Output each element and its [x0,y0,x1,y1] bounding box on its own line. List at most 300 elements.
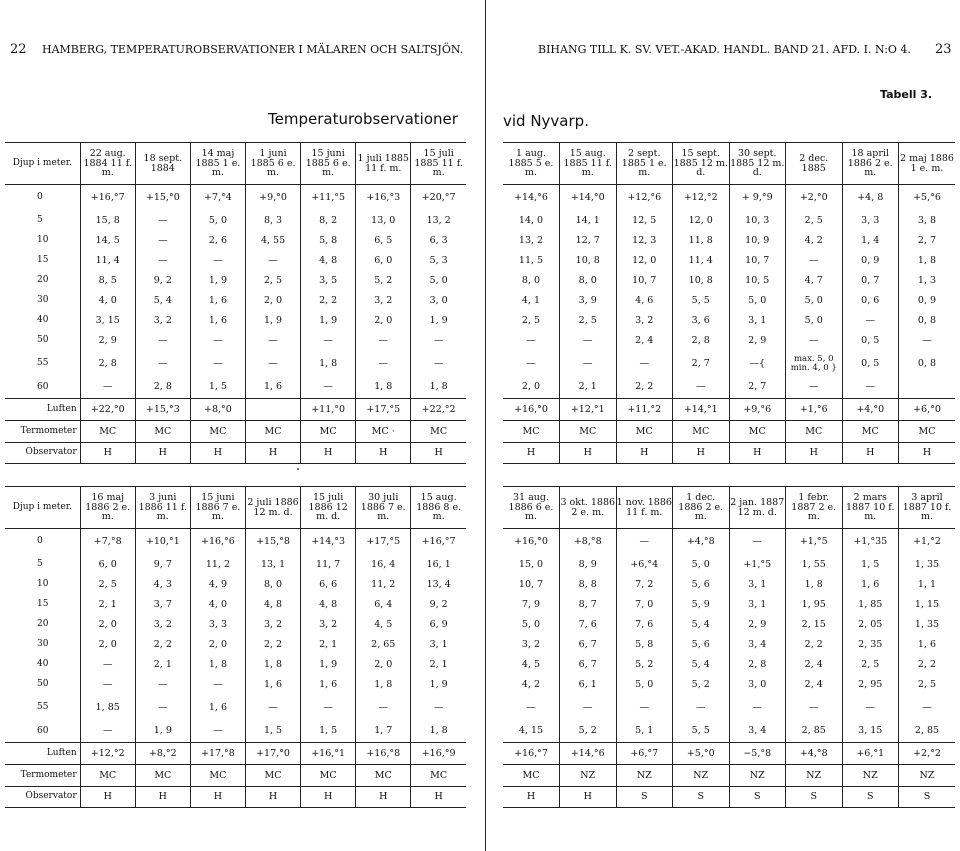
table-cell: 3, 1 [429,638,448,650]
table-cell: 12, 5 [616,211,673,231]
table-cell: +4,°8 [786,743,843,765]
table-row [503,635,955,655]
table-cell: 4, 2 [503,675,560,695]
table-cell: 7, 6 [560,615,617,635]
table-cell: 13, 4 [426,578,451,590]
table-cell: 5, 0 [616,675,673,695]
table-cell: 8, 8 [560,575,617,595]
table-cell: S [673,787,730,808]
table-cell: +1,°5 [729,555,786,575]
table-cell: 2, 2 [301,291,356,311]
table-cell: — [135,251,190,271]
table-cell: —{ [729,351,786,377]
table-cell: 2, 7 [729,377,786,399]
table-row [503,615,955,635]
table-cell: 2, 0 [503,377,560,399]
table-cell: 10, 8 [560,251,617,271]
col-header: 31 aug. 1886 6 e. m. [503,487,560,529]
table-cell: 3, 4 [729,721,786,743]
table-cell: H [190,443,245,464]
table-cell: 2, 4 [786,675,843,695]
table-cell: +11,°5 [301,185,356,211]
table-cell: 2, 0 [80,615,135,635]
table-cell: 5, 2 [673,675,730,695]
table-row [5,377,466,399]
table-cell: 4, 9 [190,575,245,595]
table-cell: H [135,787,190,808]
table-cell: 4, 2 [786,231,843,251]
table-cell: — [786,251,843,271]
table-cell: 6, 4 [356,595,411,615]
table-cell: 0, 9 [842,251,899,271]
table-cell: 13, 1 [245,555,300,575]
table-cell: MC [80,421,135,443]
row-label: 0 [5,185,80,211]
table-cell: — [301,331,356,351]
table-cell: MC [673,421,730,443]
table-cell: 2, 8 [80,351,135,377]
col-header: 30 sept. 1885 12 m. d. [729,143,786,185]
table-cell: 9, 2 [135,271,190,291]
table-row [5,271,466,291]
table-cell: +20,°7 [421,191,456,203]
table-cell: — [433,334,444,346]
row-label: 50 [5,675,80,695]
col-header: 1 febr. 1887 2 e. m. [786,487,843,529]
table-cell: — [560,331,617,351]
table-row [503,421,955,443]
table-cell: +16,°0 [503,529,560,555]
table-cell: +16,°9 [411,743,466,765]
table-row [5,765,466,787]
table-cell: +15,°8 [245,529,300,555]
table-row [503,595,955,615]
table-cell: H [80,787,135,808]
table-row [5,787,466,808]
table-cell: 10, 7 [503,575,560,595]
table-cell: 11, 7 [301,555,356,575]
table-cell: 3, 9 [560,291,617,311]
header-depth: Djup i meter. [5,487,80,529]
table-cell: 4, 55 [245,231,300,251]
table-cell: 1, 6 [245,675,300,695]
table-cell: — [922,701,932,713]
table-cell: 7, 0 [616,595,673,615]
table-cell: +16,°1 [301,743,356,765]
table-cell: — [135,331,190,351]
table-cell: 1, 8 [301,351,356,377]
col-header: 2 mars 1887 10 f. m. [842,487,899,529]
table-row [503,695,955,721]
row-label: 30 [5,635,80,655]
table-cell: +1,°35 [842,529,899,555]
table-cell: 3, 1 [729,575,786,595]
table-cell: — [560,351,617,377]
table-cell: 1, 9 [301,655,356,675]
table-row [5,655,466,675]
table-cell: 5, 0 [503,615,560,635]
table-cell: 2, 1 [560,377,617,399]
table-cell: — [786,331,843,351]
table-cell: 4, 5 [356,615,411,635]
table-cell: +6,°0 [899,399,956,421]
table-cell: 3, 2 [356,291,411,311]
table-cell: 3, 1 [729,311,786,331]
table-cell: — [356,331,411,351]
table-cell: — [245,351,300,377]
table-cell: 14, 1 [560,211,617,231]
table-cell: 1, 8 [917,254,937,266]
table-cell: 2, 0 [190,635,245,655]
table-cell: — [135,675,190,695]
col-header: 1 aug. 1885 5 e. m. [503,143,560,185]
table-cell: 2, 9 [729,615,786,635]
table-row [5,575,466,595]
table-cell: 1, 9 [190,271,245,291]
table-cell: — [673,695,730,721]
row-label: 0 [5,529,80,555]
table-cell: — [80,377,135,399]
table-cell: 4, 8 [301,251,356,271]
table-cell: 1, 8 [356,675,411,695]
table-cell: 2, 1 [301,635,356,655]
table-cell: +2,°0 [786,185,843,211]
table-cell: MC [80,765,135,787]
table-cell: 8, 7 [560,595,617,615]
table-cell: 2, 9 [80,331,135,351]
table-cell: NZ [673,765,730,787]
table-cell: 7, 6 [616,615,673,635]
table-cell: +6,°7 [616,743,673,765]
table-cell: +10,°1 [135,529,190,555]
table-row [5,311,466,331]
table-cell: H [786,443,843,464]
table-row [503,529,955,555]
row-label: 20 [5,615,80,635]
table-bottom-left [5,486,466,808]
table-cell: MC [135,421,190,443]
table-cell: — [503,331,560,351]
table-row [503,251,955,271]
table-cell: — [922,334,932,346]
table-cell: — [245,251,300,271]
col-header: 15 aug. 1886 8 e. m. [411,487,466,529]
table-cell: 11, 4 [673,251,730,271]
table-cell: — [842,695,899,721]
table-cell: 2, 5 [503,311,560,331]
table-cell: 5, 0 [786,311,843,331]
table-cell: 4, 7 [786,271,843,291]
table-cell: +8,°0 [190,399,245,421]
row-label: 55 [5,695,80,721]
table-row [5,291,466,311]
table-cell: 10, 7 [729,251,786,271]
col-header: 1 juli 1885 11 f. m. [356,143,411,185]
table-row [5,443,466,464]
table-cell: 1, 8 [429,725,448,737]
header-depth: Djup i meter. [5,143,80,185]
table-cell: 5, 8 [616,635,673,655]
table-cell: — [729,529,786,555]
table-cell: 5, 4 [673,615,730,635]
table-cell: MC [729,421,786,443]
table-cell: H [503,443,560,464]
table-cell: +22,°2 [411,399,466,421]
table-cell: 3, 4 [729,635,786,655]
table-cell: — [301,377,356,399]
table-row [503,231,955,251]
table-cell: — [503,351,560,377]
table-cell: +16,°8 [356,743,411,765]
table-label: Tabell 3. [880,88,933,101]
table-cell: 5, 1 [616,721,673,743]
table-cell: 11, 4 [80,251,135,271]
row-label: Observator [5,443,80,464]
table-cell: — [245,695,300,721]
table-cell: 3, 8 [917,214,937,226]
table-cell: 5, 4 [135,291,190,311]
table-cell: H [503,787,560,808]
table-cell: 1, 95 [786,595,843,615]
table-cell: +4,°8 [673,529,730,555]
table-cell: NZ [616,765,673,787]
table-cell: 10, 3 [729,211,786,231]
table-cell: 1, 5 [245,721,300,743]
table-top-left [5,142,466,464]
table-cell: 10, 8 [673,271,730,291]
table-cell: +7,°8 [80,529,135,555]
table-row [503,351,955,377]
table-cell: 13, 0 [356,211,411,231]
table-cell: MC [301,765,356,787]
table-row [503,575,955,595]
table-cell: 4, 5 [503,655,560,675]
table-cell: — [673,377,730,399]
col-header: 18 sept. 1884 [135,143,190,185]
table-cell: +4, 8 [842,185,899,211]
table-cell: 7, 2 [616,575,673,595]
table-row [5,615,466,635]
col-header: 2 maj 1886 1 e. m. [899,143,956,185]
table-cell: 2, 8 [135,377,190,399]
table-cell: 8, 9 [560,555,617,575]
table-cell: S [786,787,843,808]
table-cell: — [433,357,444,369]
table-cell: 8, 2 [301,211,356,231]
table-cell: 1, 9 [301,311,356,331]
table-cell: 6, 5 [356,231,411,251]
table-cell: 1, 9 [245,311,300,331]
table-cell: H [190,787,245,808]
table-cell: 1, 5 [842,555,899,575]
table-cell: 4, 8 [301,595,356,615]
table-cell: 6, 6 [301,575,356,595]
table-cell: 3, 2 [245,615,300,635]
table-cell: 5, 6 [673,575,730,595]
table-cell: MC [190,765,245,787]
table-row [503,787,955,808]
table-cell: 2, 1 [80,595,135,615]
table-cell: H [301,443,356,464]
table-cell: 1, 1 [917,578,937,590]
col-header: 2 juli 1886 12 m. d. [245,487,300,529]
table-cell: +7,°4 [190,185,245,211]
table-cell: 1, 6 [301,675,356,695]
table-cell: 0, 7 [842,271,899,291]
table-cell: MC [899,421,956,443]
table-cell: 10, 7 [616,271,673,291]
table-cell: +11,°0 [301,399,356,421]
table-cell: +16,°7 [421,535,456,547]
table-row [5,251,466,271]
table-cell: +22,°0 [80,399,135,421]
table-cell: 2, 6 [190,231,245,251]
table-cell: — [356,351,411,377]
table-cell: H [899,443,956,464]
col-header: 18 april 1886 2 e. m. [842,143,899,185]
table-cell: 8, 0 [245,575,300,595]
table-cell [899,377,956,399]
table-cell: 2, 5 [786,211,843,231]
table-cell: H [356,787,411,808]
table-cell: — [616,529,673,555]
table-row [5,211,466,231]
table-cell: 6, 3 [429,234,448,246]
table-cell: +14,°6 [503,185,560,211]
table-cell: 2, 5 [842,655,899,675]
table-cell: 0, 8 [917,314,937,326]
table-cell: 2, 2 [917,658,937,670]
table-cell: 1, 6 [917,638,937,650]
table-cell: 5, 6 [673,635,730,655]
table-cell: 1, 8 [190,655,245,675]
table-cell: 4, 6 [616,291,673,311]
col-header: 3 april 1887 10 f. m. [899,487,956,529]
table-cell: +15,°3 [135,399,190,421]
table-cell: 0, 6 [842,291,899,311]
table-cell: 1, 6 [245,377,300,399]
table-cell: 2, 2 [616,377,673,399]
table-cell: H [135,443,190,464]
table-cell: +8,°2 [135,743,190,765]
table-cell: NZ [899,765,956,787]
table-cell: H [356,443,411,464]
table-cell: 0, 9 [917,294,937,306]
row-label: 40 [5,311,80,331]
row-label: 60 [5,377,80,399]
table-cell: 8, 5 [80,271,135,291]
table-cell: 11, 8 [673,231,730,251]
table-cell: 5, 0 [786,291,843,311]
table-cell: 1, 8 [245,655,300,675]
table-row [5,721,466,743]
table-cell: 8, 0 [503,271,560,291]
table-cell: +17,°5 [356,399,411,421]
title-right: vid Nyvarp. [503,112,589,130]
table-cell: 3, 15 [80,311,135,331]
table-cell: 5, 0 [190,211,245,231]
table-row [5,331,466,351]
table-cell: 1, 6 [842,575,899,595]
table-cell: — [80,675,135,695]
table-row [5,231,466,251]
table-row [503,291,955,311]
table-cell: 12, 0 [673,211,730,231]
table-cell: 3, 0 [429,294,448,306]
table-cell: 6, 0 [356,251,411,271]
table-cell: 7, 9 [503,595,560,615]
table-cell: 2, 35 [842,635,899,655]
table-row [503,271,955,291]
table-cell: +1,°2 [913,535,941,547]
table-cell: 13, 2 [503,231,560,251]
table-cell: 5, 4 [673,655,730,675]
table-row [5,529,466,555]
table-cell: 16, 1 [426,558,451,570]
row-label: 60 [5,721,80,743]
table-cell: 2, 65 [356,635,411,655]
table-cell: MC [190,421,245,443]
table-row [503,377,955,399]
table-cell: 14, 5 [80,231,135,251]
table-cell: 3, 5 [301,271,356,291]
table-row [5,595,466,615]
table-cell: — [786,695,843,721]
table-cell: 1, 5 [301,721,356,743]
table-cell: 8, 0 [560,271,617,291]
table-cell: +1,°6 [786,399,843,421]
table-cell: — [245,331,300,351]
col-header: 15 aug. 1885 11 f. m. [560,143,617,185]
table-cell: 2, 5 [917,678,937,690]
table-cell: H [560,787,617,808]
table-row [503,765,955,787]
table-cell: −5,°8 [729,743,786,765]
table-cell: 2, 0 [356,311,411,331]
table-row [503,211,955,231]
table-cell: 4, 15 [503,721,560,743]
table-cell: 2, 5 [245,271,300,291]
table-cell: 2, 15 [786,615,843,635]
row-label: 40 [5,655,80,675]
table-cell: 1, 3 [917,274,937,286]
table-cell: +8,°8 [560,529,617,555]
table-cell: +17,°5 [356,529,411,555]
table-cell: — [842,311,899,331]
table-cell: 1, 35 [914,618,940,630]
table-cell: 5, 9 [673,595,730,615]
table-row [503,331,955,351]
col-header: 1 nov. 1886 11 f. m. [616,487,673,529]
table-cell: +16,°3 [356,185,411,211]
row-label: Luften [5,743,80,765]
table-bottom-right [503,486,955,808]
col-header: 1 dec. 1886 2 e. m. [673,487,730,529]
table-cell: +9,°6 [729,399,786,421]
table-cell: +14,°3 [301,529,356,555]
col-header: 15 juni 1885 6 e. m. [301,143,356,185]
print-dot [297,468,299,470]
table-cell: NZ [786,765,843,787]
table-cell: 2, 2 [786,635,843,655]
table-cell: 2, 1 [135,655,190,675]
row-label: Luften [5,399,80,421]
table-cell: 12, 3 [616,231,673,251]
table-cell: H [301,787,356,808]
table-cell: 2, 4 [616,331,673,351]
table-cell: 6, 9 [429,618,448,630]
table-cell: +5,°6 [913,191,941,203]
